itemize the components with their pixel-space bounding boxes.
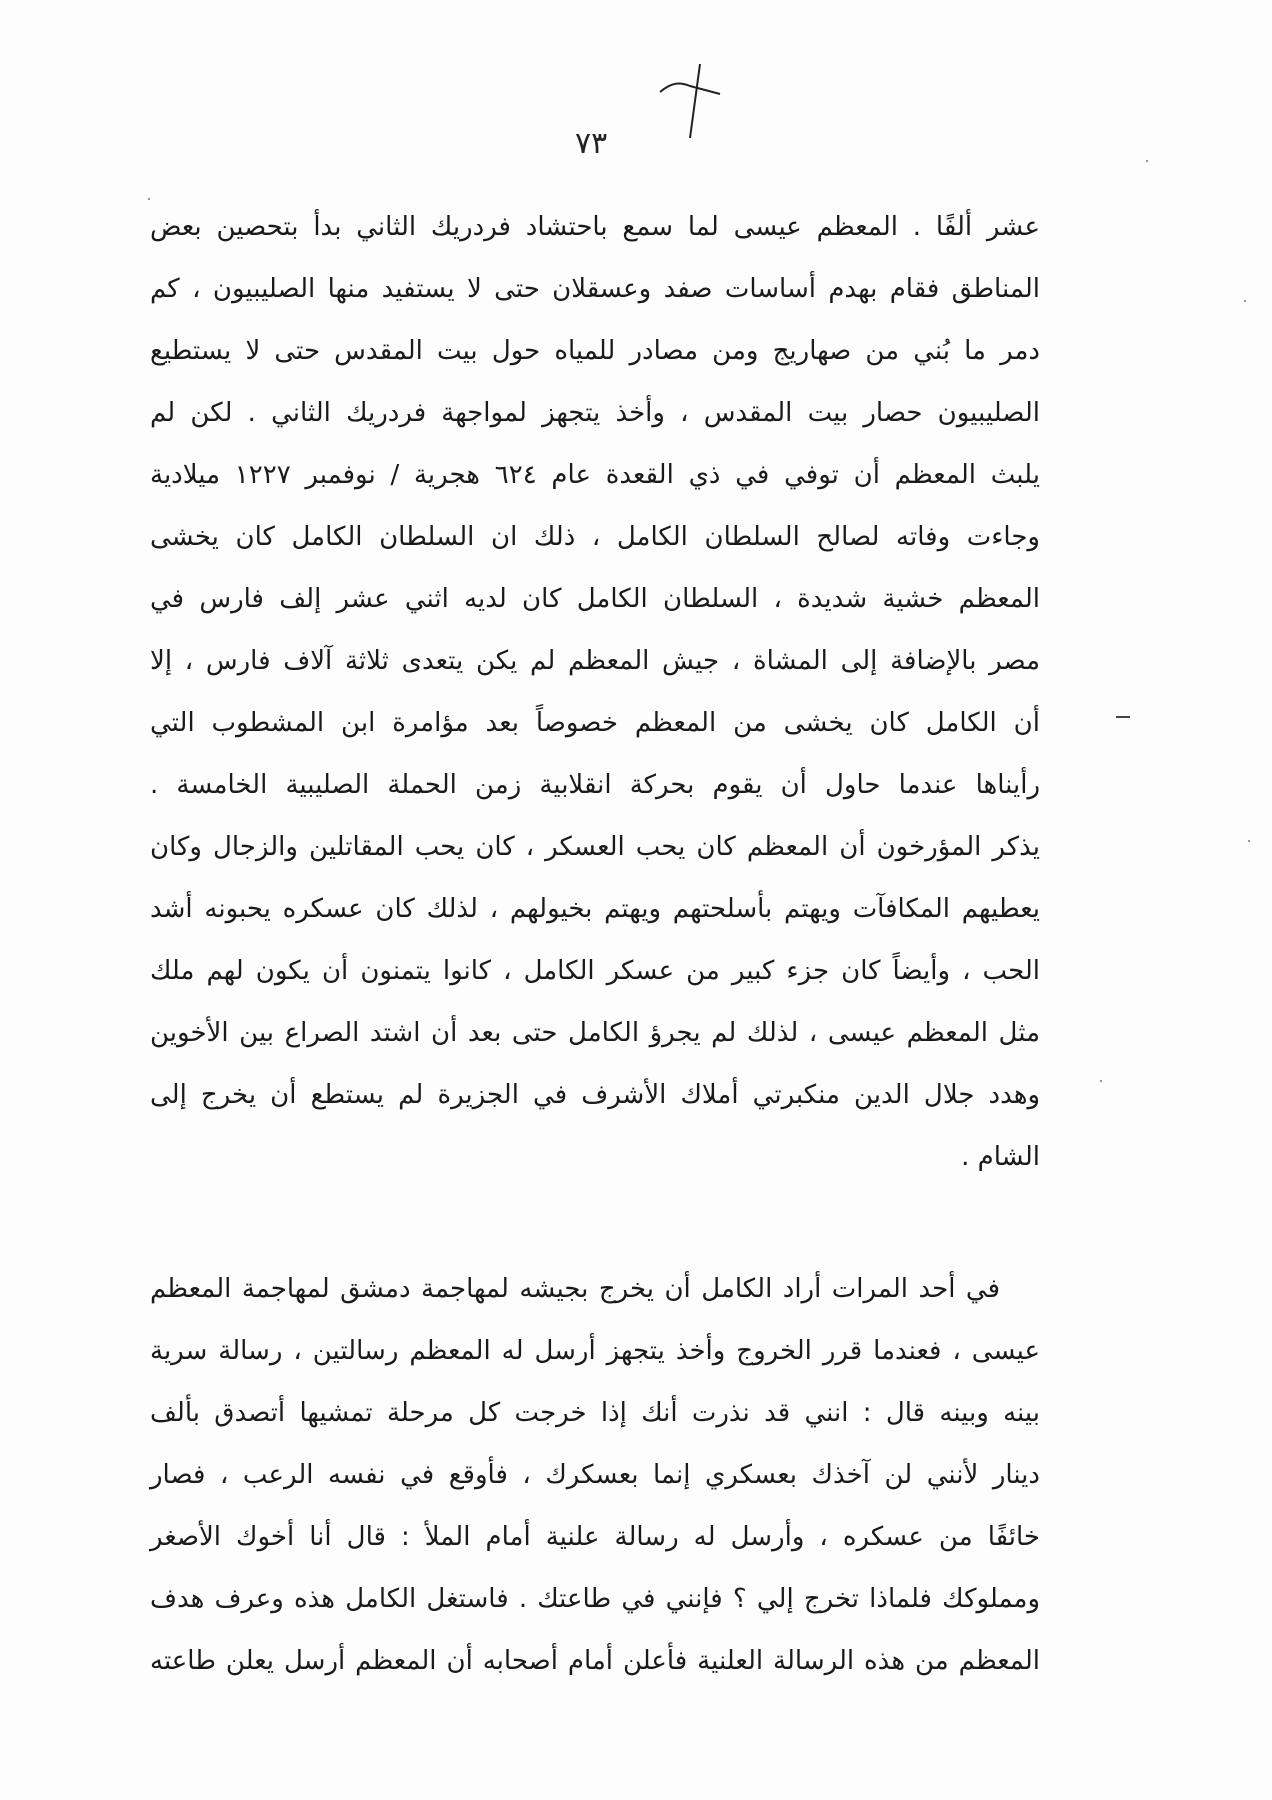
text-line: المعظم من هذه الرسالة العلنية فأعلن أمام أصحابه أن المعظم أرسل يعلن طاعته: [150, 1646, 1040, 1676]
text-line: المناطق فقام بهدم أساسات صفد وعسقلان حتى لا يستفيد منها الصليبيون ، كم: [150, 274, 1040, 304]
paragraph-1: [150, 196, 1040, 1188]
text-line: الصليبيون حصار بيت المقدس ، وأخذ يتجهز لمواجهة فردريك الثاني . لكن لم: [150, 398, 1040, 428]
text-line: المعظم خشية شديدة ، السلطان الكامل كان لديه اثني عشر إلف فارس في: [150, 584, 1040, 614]
text-line: يذكر المؤرخون أن المعظم كان يحب العسكر ، كان يحب المقاتلين والزجال وكان: [150, 832, 1040, 862]
text-line: في أحد المرات أراد الكامل أن يخرج بجيشه لمهاجمة دمشق لمهاجمة المعظم: [150, 1274, 1000, 1304]
scan-mark: [1116, 716, 1130, 718]
text-line: عشر ألفًا . المعظم عيسى لما سمع باحتشاد فردريك الثاني بدأ بتحصين بعض: [150, 212, 1040, 242]
text-line: دمر ما بُني من صهاريج ومن مصادر للمياه حول بيت المقدس حتى لا يستطيع: [150, 336, 1040, 366]
text-line: يلبث المعظم أن توفي في ذي القعدة عام ٦٢٤ هجرية / نوفمبر ١٢٢٧ ميلادية: [150, 460, 1041, 490]
page-number: ٧٣: [575, 126, 608, 161]
text-line: مصر بالإضافة إلى المشاة ، جيش المعظم لم يكن يتعدى ثلاثة آلاف فارس ، إلا: [150, 646, 1040, 676]
text-line: وجاءت وفاته لصالح السلطان الكامل ، ذلك ان السلطان الكامل كان يخشى: [150, 522, 1040, 552]
scan-speck: [1100, 1080, 1102, 1082]
handwritten-cross-mark: [650, 60, 740, 150]
paragraph-2: [150, 1258, 1040, 1692]
text-line: الشام .: [961, 1142, 1040, 1172]
text-line: مثل المعظم عيسى ، لذلك لم يجرؤ الكامل حتى بعد أن اشتد الصراع بين الأخوين: [150, 1018, 1040, 1048]
text-line: يعطيهم المكافآت ويهتم بأسلحتهم ويهتم بخيولهم ، لذلك كان عسكره يحبونه أشد: [150, 894, 1040, 924]
text-line: بينه وبينه قال : انني قد نذرت أنك إذا خرجت كل مرحلة تمشيها أتصدق بألف: [150, 1398, 1040, 1428]
text-line: عيسى ، فعندما قرر الخروج وأخذ يتجهز أرسل له المعظم رسالتين ، رسالة سرية: [150, 1336, 1040, 1366]
text-line: رأيناها عندما حاول أن يقوم بحركة انقلابية زمن الحملة الصليبية الخامسة .: [150, 770, 1040, 800]
scan-speck: [1248, 840, 1250, 842]
scan-speck: [148, 198, 150, 200]
text-line: دينار لأنني لن آخذك بعسكري إنما بعسكرك ، فأوقع في نفسه الرعب ، فصار: [150, 1460, 1040, 1490]
scan-speck: [1146, 160, 1148, 162]
text-line: وهدد جلال الدين منكبرتي أملاك الأشرف في الجزيرة لم يستطع أن يخرج إلى: [150, 1080, 1040, 1110]
text-line: خائفًا من عسكره ، وأرسل له رسالة علنية أمام الملأ : قال أنا أخوك الأصغر: [150, 1522, 1040, 1552]
text-line: ومملوكك فلماذا تخرج إلي ؟ فإنني في طاعتك . فاستغل الكامل هذه وعرف هدف: [150, 1584, 1040, 1614]
scan-speck: [1244, 300, 1246, 302]
text-line: الحب ، وأيضاً كان جزء كبير من عسكر الكامل ، كانوا يتمنون أن يكون لهم ملك: [150, 956, 1040, 986]
text-line: أن الكامل كان يخشى من المعظم خصوصاً بعد مؤامرة ابن المشطوب التي: [150, 708, 1040, 738]
